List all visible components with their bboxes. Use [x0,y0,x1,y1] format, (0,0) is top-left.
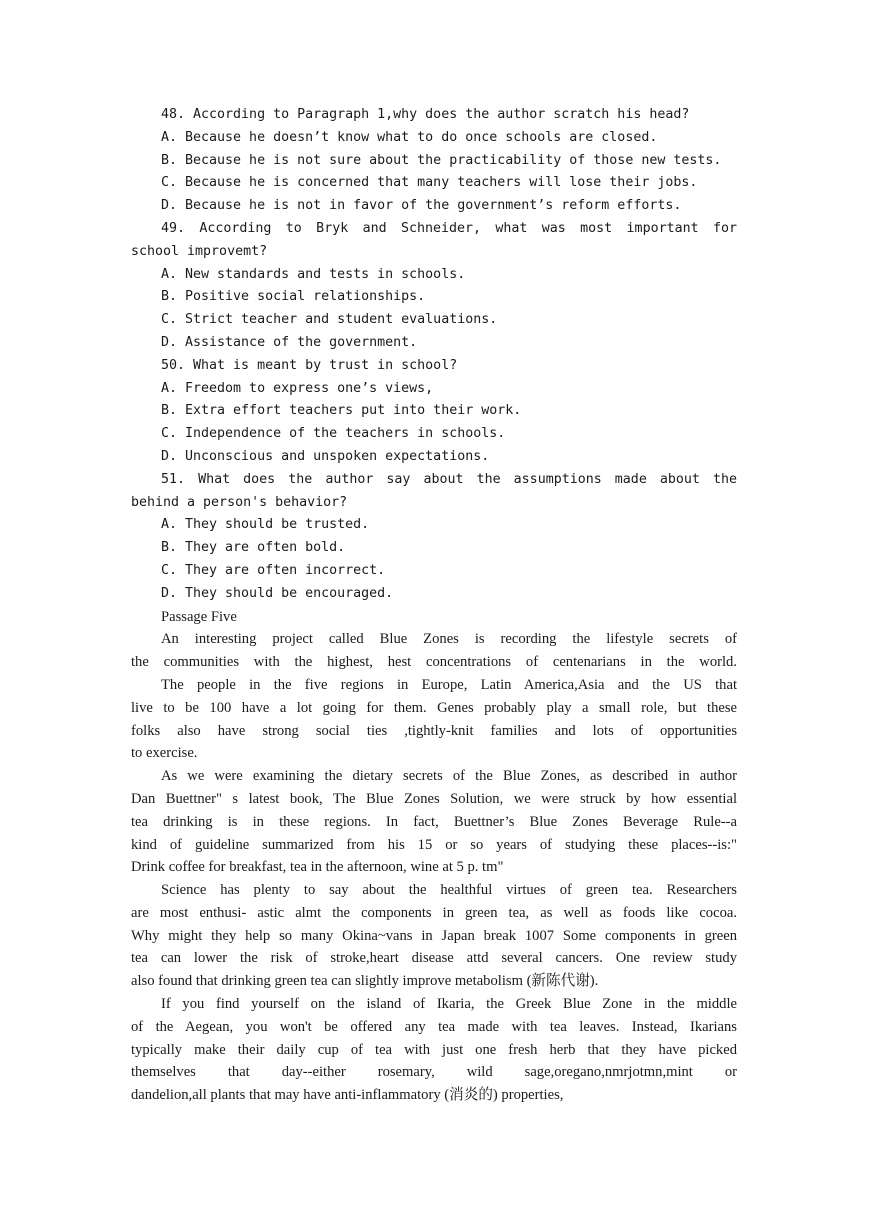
passage-p3-line5: Drink coffee for breakfast, tea in the afternoon, wine at 5 p. tm" [131,859,504,876]
question-51-option-b: B. They are often bold. [161,540,346,556]
question-50-option-b: B. Extra effort teachers put into their work. [161,403,522,419]
passage-p1-line1: An interesting project called Blue Zones is recording the lifestyle secrets of [161,631,737,648]
question-49-option-b: B. Positive social relationships. [161,289,426,305]
document-page [131,104,737,1107]
question-49-stem-line2: school improvemt? [131,243,268,259]
passage-p1-line2: the communities with the highest, hest concentrations of centenarians in the world. [131,654,737,671]
question-50-stem: 50. What is meant by trust in school? [161,357,458,373]
passage-p5-line2: of the Aegean, you won't be offered any tea made with tea leaves. Instead, Ikarians [131,1018,737,1035]
question-48-option-b: B. Because he is not sure about the practicability of those new tests. [161,152,722,168]
passage-p4-line5: also found that drinking green tea can slightly improve metabolism (新陈代谢). [131,973,599,990]
passage-p2-line3: folks also have strong social ties ,tightly-knit families and lots of opportunities [131,722,737,739]
passage-p3-line1: As we were examining the dietary secrets of the Blue Zones, as described in author [161,768,737,785]
passage-p5-line4: themselves that day--either rosemary, wild sage,oregano,nmrjotmn,mint or [131,1064,737,1081]
passage-p2-line2: live to be 100 have a lot going for them. Genes probably play a small role, but these [131,699,737,716]
question-51-option-c: C. They are often incorrect. [161,562,386,578]
passage-p4-line3: Why might they help so many Okina~vans in Japan break 1007 Some components in green [131,927,737,944]
question-48-stem: 48. According to Paragraph 1,why does the author scratch his head? [161,107,690,122]
passage-p3-line4: kind of guideline summarized from his 15 or so years of studying these places--is:" [131,836,737,853]
passage-p4-line2: are most enthusi- astic almt the components in green tea, as well as foods like cocoa. [131,904,737,921]
question-48-option-a: A. Because he doesn’t know what to do once schools are closed. [161,129,658,145]
passage-p5-line1: If you find yourself on the island of Ikaria, the Greek Blue Zone in the middle [161,996,737,1013]
question-49-option-a: A. New standards and tests in schools. [161,266,466,282]
question-51-stem-line1: 51. What does the author say about the assumptions made about the [161,471,737,487]
question-49-stem-line1: 49. According to Bryk and Schneider, what was most important for [161,220,737,236]
passage-p3-line2: Dan Buettner" s latest book, The Blue Zones Solution, we were struck by how essential [131,790,737,807]
question-49-option-d: D. Assistance of the government. [161,334,418,350]
passage-p4-line4: tea can lower the risk of stroke,heart disease attd several cancers. One review study [131,950,737,967]
passage-p2-line4: to exercise. [131,745,198,762]
question-48-option-c: C. Because he is concerned that many teachers will lose their jobs. [161,175,698,191]
passage-p5-line3: typically make their daily cup of tea with just one fresh herb that they have picked [131,1041,737,1058]
passage-p3-line3: tea drinking is in these regions. In fact, Buettner’s Blue Zones Beverage Rule--a [131,813,737,830]
passage-p2-line1: The people in the five regions in Europe, Latin America,Asia and the US that [161,676,737,693]
question-50-option-c: C. Independence of the teachers in schools. [161,426,506,442]
passage-p5-line5: dandelion,all plants that may have anti-inflammatory (消炎的) properties, [131,1087,564,1104]
question-51-option-a: A. They should be trusted. [161,517,370,533]
question-51-option-d: D. They should be encouraged. [161,585,394,601]
question-50-option-a: A. Freedom to express one’s views, [161,380,434,396]
question-48-option-d: D. Because he is not in favor of the government’s reform efforts. [161,198,682,214]
passage-title: Passage Five [161,608,237,625]
passage-p4-line1: Science has plenty to say about the healthful virtues of green tea. Researchers [161,882,737,899]
question-49-option-c: C. Strict teacher and student evaluations. [161,312,498,328]
question-51-stem-line2: behind a person's behavior? [131,494,348,510]
question-50-option-d: D. Unconscious and unspoken expectations. [161,448,490,464]
